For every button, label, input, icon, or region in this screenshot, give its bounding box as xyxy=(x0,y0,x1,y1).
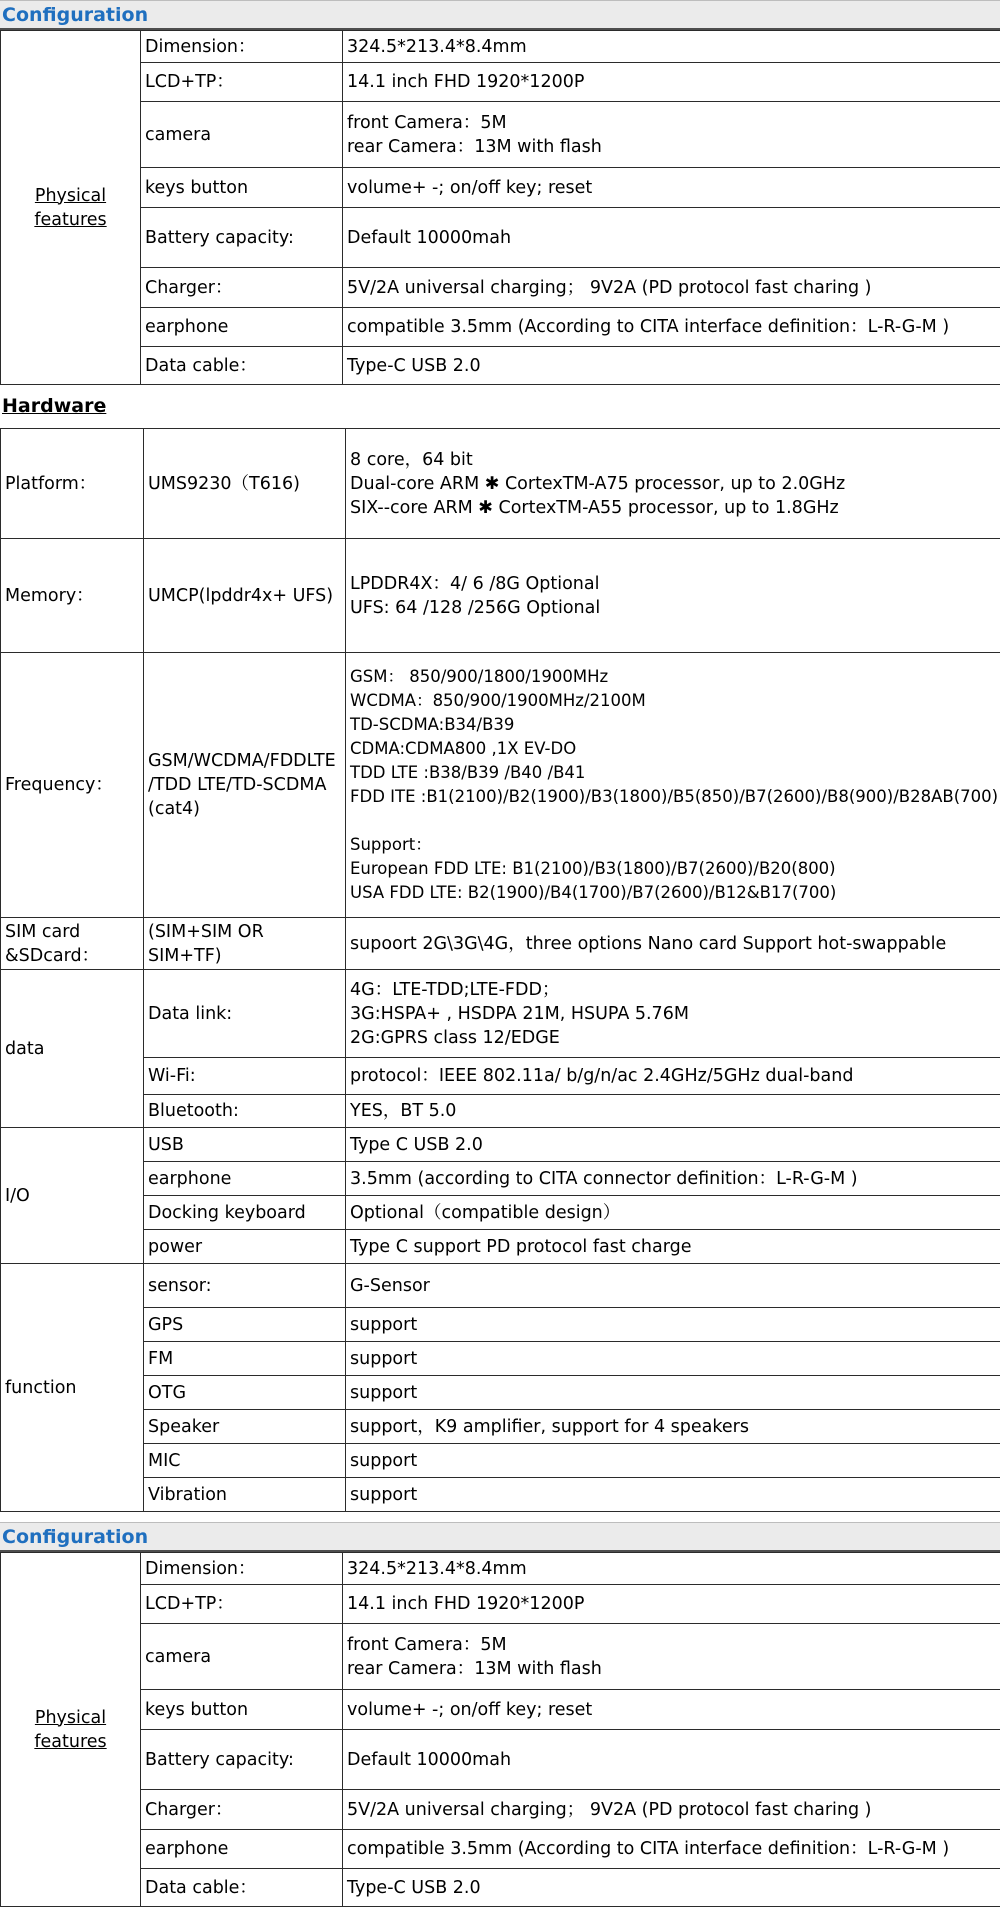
spec-label: LCD+TP： xyxy=(141,1585,343,1624)
config-header-bar-repeat xyxy=(0,1522,1000,1552)
spec-value: support xyxy=(346,1444,1000,1478)
hardware-model: UMS9230（T616) xyxy=(144,429,346,539)
spec-label: FM xyxy=(144,1342,346,1376)
spec-value: protocol：IEEE 802.11a/ b/g/n/ac 2.4GHz/5GHz dual-band xyxy=(346,1058,1000,1095)
hardware-model: GSM/WCDMA/FDDLTE /TDD LTE/TD-SCDMA (cat4) xyxy=(144,653,346,918)
hardware-category-label: I/O xyxy=(1,1128,144,1264)
spec-value: Optional（compatible design） xyxy=(346,1196,1000,1230)
spec-value: support xyxy=(346,1478,1000,1512)
spec-value: 14.1 inch FHD 1920*1200P xyxy=(343,63,1000,102)
hardware-category-label: data xyxy=(1,970,144,1128)
spec-value: compatible 3.5mm (According to CITA interface definition：L-R-G-M ) xyxy=(343,1830,1000,1869)
table-row xyxy=(1,1585,1000,1624)
spec-label: Battery capacity: xyxy=(141,1730,343,1790)
spec-label: Speaker xyxy=(144,1410,346,1444)
spec-label: GPS xyxy=(144,1308,346,1342)
spec-value: Type C support PD protocol fast charge xyxy=(346,1230,1000,1264)
table-row xyxy=(1,1376,1000,1410)
spec-value: 4G：LTE-TDD;LTE-FDD； 3G:HSPA+ , HSDPA 21M, HSUPA 5.76M 2G:GPRS class 12/EDGE xyxy=(346,970,1000,1058)
table-row xyxy=(1,970,1000,1058)
spec-label: Vibration xyxy=(144,1478,346,1512)
physical-features-group-label: Physical features xyxy=(1,1553,141,1907)
spec-value: 324.5*213.4*8.4mm xyxy=(343,1553,1000,1585)
physical-features-group-label: Physical features xyxy=(1,31,141,385)
spec-label: keys button xyxy=(141,168,343,208)
hardware-category-label: SIM card &SDcard： xyxy=(1,918,144,970)
spec-value: 14.1 inch FHD 1920*1200P xyxy=(343,1585,1000,1624)
spec-value: Type-C USB 2.0 xyxy=(343,1869,1000,1907)
spec-value: support xyxy=(346,1342,1000,1376)
spec-label: Bluetooth: xyxy=(144,1095,346,1128)
table-row xyxy=(1,1830,1000,1869)
spec-label: camera xyxy=(141,1624,343,1690)
table-row xyxy=(1,1730,1000,1790)
spec-value: Type-C USB 2.0 xyxy=(343,347,1000,385)
table-row xyxy=(1,1058,1000,1095)
table-row xyxy=(1,268,1000,308)
table-row xyxy=(1,31,1000,63)
spec-label: Battery capacity: xyxy=(141,208,343,268)
config-title: Configuration xyxy=(2,1526,149,1548)
table-row xyxy=(1,918,1000,970)
spec-value: support，K9 amplifier, support for 4 speakers xyxy=(346,1410,1000,1444)
table-row xyxy=(1,1478,1000,1512)
spec-label: Data link: xyxy=(144,970,346,1058)
spec-label: keys button xyxy=(141,1690,343,1730)
table-row xyxy=(1,1410,1000,1444)
spec-value: 5V/2A universal charging； 9V2A (PD protocol fast charing ) xyxy=(343,1790,1000,1830)
table-row xyxy=(1,102,1000,168)
spec-label: Docking keyboard xyxy=(144,1196,346,1230)
table-row xyxy=(1,1196,1000,1230)
hardware-model: UMCP(lpddr4x+ UFS) xyxy=(144,539,346,653)
table-row xyxy=(1,1869,1000,1907)
hardware-category-label: Memory： xyxy=(1,539,144,653)
spec-value: support xyxy=(346,1308,1000,1342)
physical-features-table-repeat xyxy=(0,1552,1000,1907)
table-row xyxy=(1,208,1000,268)
spec-value: volume+ -; on/off key; reset xyxy=(343,1690,1000,1730)
config-title: Configuration xyxy=(2,4,149,26)
spec-label: USB xyxy=(144,1128,346,1162)
table-row xyxy=(1,1162,1000,1196)
spec-label: Wi-Fi: xyxy=(144,1058,346,1095)
table-row xyxy=(1,168,1000,208)
table-row xyxy=(1,1444,1000,1478)
spec-value: front Camera：5M rear Camera：13M with flash xyxy=(343,1624,1000,1690)
table-row xyxy=(1,308,1000,347)
spec-label: MIC xyxy=(144,1444,346,1478)
spec-label: Charger： xyxy=(141,268,343,308)
table-row xyxy=(1,429,1000,539)
spec-label: power xyxy=(144,1230,346,1264)
config-header-bar xyxy=(0,0,1000,30)
spec-value: GSM： 850/900/1800/1900MHz WCDMA：850/900/1900MHz/2100M TD-SCDMA:B34/B39 CDMA:CDMA800 ,1X EV-DO TDD LTE :B38/B39 /B40 /B41 FDD ITE :B1(2100)/B2(1900)/B3(1800)/B5(850)/B7(2600)/B8(900)/B28AB(700) Support： European FDD LTE: B1(2100)/B3(1800)/B7(2600)/B20(800) USA FDD LTE: B2(1900)/B4(1700)/B7(2600)/B12&B17(700) xyxy=(346,653,1000,918)
spec-label: LCD+TP： xyxy=(141,63,343,102)
hardware-model: (SIM+SIM OR SIM+TF) xyxy=(144,918,346,970)
spec-label: Data cable： xyxy=(141,347,343,385)
spec-label: OTG xyxy=(144,1376,346,1410)
table-row xyxy=(1,1095,1000,1128)
hardware-category-label: Frequency： xyxy=(1,653,144,918)
spec-value: 324.5*213.4*8.4mm xyxy=(343,31,1000,63)
spec-label: earphone xyxy=(144,1162,346,1196)
table-row xyxy=(1,1264,1000,1308)
spec-value: compatible 3.5mm (According to CITA interface definition：L-R-G-M ) xyxy=(343,308,1000,347)
spec-value: supoort 2G\3G\4G，three options Nano card Support hot-swappable xyxy=(346,918,1000,970)
spec-value: Default 10000mah xyxy=(343,208,1000,268)
table-row xyxy=(1,1128,1000,1162)
hardware-category-label: Platform： xyxy=(1,429,144,539)
spec-value: volume+ -; on/off key; reset xyxy=(343,168,1000,208)
hardware-table xyxy=(0,428,1000,1512)
table-row xyxy=(1,653,1000,918)
spec-value: LPDDR4X：4/ 6 /8G Optional UFS: 64 /128 /256G Optional xyxy=(346,539,1000,653)
spec-label: Dimension： xyxy=(141,31,343,63)
physical-features-table xyxy=(0,30,1000,385)
spec-value: 5V/2A universal charging； 9V2A (PD protocol fast charing ) xyxy=(343,268,1000,308)
table-row xyxy=(1,1308,1000,1342)
spec-value: YES，BT 5.0 xyxy=(346,1095,1000,1128)
spec-value: 8 core，64 bit Dual-core ARM ✱ CortexTM-A75 processor, up to 2.0GHz SIX--core ARM ✱ CortexTM-A55 processor, up to 1.8GHz xyxy=(346,429,1000,539)
hardware-title: Hardware xyxy=(2,395,107,417)
table-row xyxy=(1,1790,1000,1830)
table-row xyxy=(1,539,1000,653)
spec-value: G-Sensor xyxy=(346,1264,1000,1308)
spec-label: camera xyxy=(141,102,343,168)
spec-value: Type C USB 2.0 xyxy=(346,1128,1000,1162)
spec-label: earphone xyxy=(141,308,343,347)
hardware-category-label: function xyxy=(1,1264,144,1512)
table-row xyxy=(1,347,1000,385)
spec-value: support xyxy=(346,1376,1000,1410)
spec-label: Data cable： xyxy=(141,1869,343,1907)
table-row xyxy=(1,63,1000,102)
table-row xyxy=(1,1690,1000,1730)
spec-label: earphone xyxy=(141,1830,343,1869)
table-row xyxy=(1,1553,1000,1585)
spec-value: 3.5mm (according to CITA connector definition：L-R-G-M ) xyxy=(346,1162,1000,1196)
spec-label: Dimension： xyxy=(141,1553,343,1585)
table-row xyxy=(1,1342,1000,1376)
spec-value: front Camera：5M rear Camera：13M with flash xyxy=(343,102,1000,168)
table-row xyxy=(1,1230,1000,1264)
spec-label: Charger： xyxy=(141,1790,343,1830)
table-row xyxy=(1,1624,1000,1690)
spec-value: Default 10000mah xyxy=(343,1730,1000,1790)
spec-label: sensor: xyxy=(144,1264,346,1308)
